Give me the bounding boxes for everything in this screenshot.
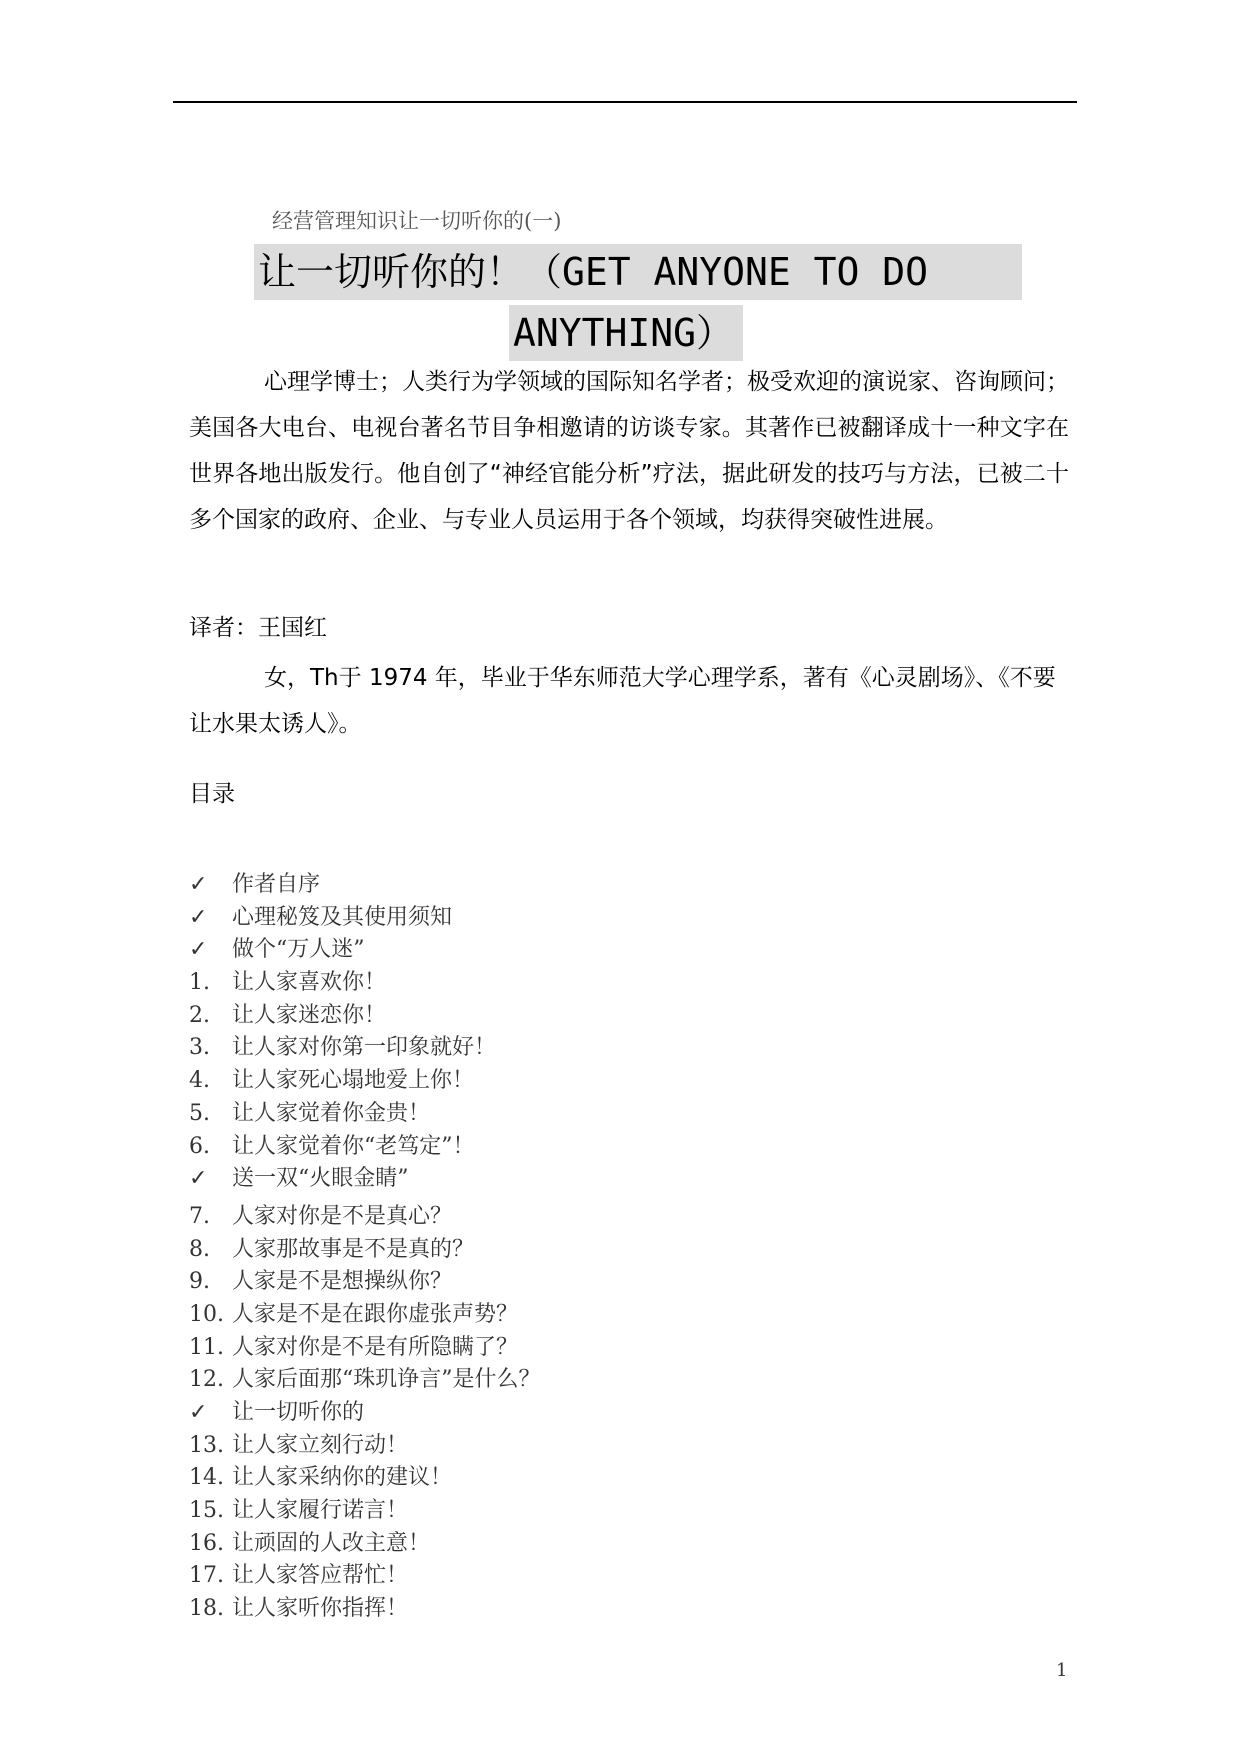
toc-item-number: 12. [189, 1367, 224, 1393]
toc-item-text: 让人家答应帮忙！ [232, 1563, 409, 1589]
toc-item [189, 1495, 541, 1528]
toc-heading: 目录 [189, 781, 235, 807]
check-icon: ✓ [189, 1166, 208, 1192]
toc-item-number: 2. [189, 1002, 210, 1028]
toc-item [189, 1201, 541, 1234]
title-line-2: ANYTHING） [509, 305, 743, 361]
toc-item-text: 心理秘笈及其使用须知 [232, 904, 453, 930]
toc-item-number: 7. [189, 1203, 210, 1229]
toc-item [189, 1163, 541, 1196]
toc-item-text: 人家对你是不是真心？ [232, 1203, 453, 1229]
toc-item-number: 6. [189, 1133, 210, 1159]
toc-item-text: 人家对你是不是有所隐瞒了？ [232, 1334, 519, 1360]
toc-item [189, 1332, 541, 1365]
check-icon: ✓ [189, 904, 208, 930]
toc-item [189, 1000, 541, 1033]
toc-item [189, 1593, 541, 1626]
toc-item [189, 1032, 541, 1065]
toc-item-text: 作者自序 [232, 872, 321, 897]
table-of-contents [189, 869, 541, 1626]
check-icon: ✓ [189, 872, 208, 897]
toc-item [189, 902, 541, 935]
toc-item-text: 让人家死心塌地爱上你！ [232, 1068, 475, 1094]
toc-item [189, 967, 541, 1000]
toc-item-text: 让人家立刻行动！ [232, 1432, 409, 1458]
translator-bio-paragraph: 女，Th于 1974 年，毕业于华东师范大学心理学系，著有《心灵剧场》、《不要让水果太诱人》。 [189, 665, 1056, 737]
toc-item [189, 1065, 541, 1098]
toc-item [189, 1098, 541, 1131]
toc-item [189, 1560, 541, 1593]
toc-item-number: 3. [189, 1035, 210, 1061]
toc-item-text: 让一切听你的 [232, 1400, 365, 1425]
toc-item-text: 做个“万人迷” [232, 937, 365, 963]
check-icon: ✓ [189, 1400, 208, 1425]
toc-item-text: 人家是不是在跟你虚张声势？ [232, 1301, 519, 1327]
toc-item [189, 1397, 541, 1430]
toc-item-number: 18. [189, 1596, 224, 1622]
toc-item [189, 869, 541, 902]
toc-item-text: 人家那故事是不是真的？ [232, 1236, 475, 1262]
toc-item-text: 让人家觉着你“老笃定”！ [232, 1133, 475, 1159]
toc-item-number: 1. [189, 970, 210, 996]
toc-item [189, 1430, 541, 1463]
toc-item [189, 934, 541, 967]
toc-item-number: 16. [189, 1530, 224, 1556]
toc-item-number: 14. [189, 1465, 224, 1491]
toc-item-text: 人家后面那“珠玑诤言”是什么？ [232, 1367, 541, 1393]
toc-item-number: 9. [189, 1269, 210, 1295]
toc-item [189, 1299, 541, 1332]
toc-item-text: 让人家履行诺言！ [232, 1498, 409, 1524]
toc-item [189, 1234, 541, 1267]
toc-item-number: 8. [189, 1236, 210, 1262]
header-rule [173, 101, 1077, 103]
page-number: 1 [1056, 1660, 1068, 1681]
toc-item-text: 让顽固的人改主意！ [232, 1530, 431, 1556]
toc-item-text: 让人家喜欢你！ [232, 970, 387, 996]
toc-item-text: 让人家采纳你的建议！ [232, 1465, 453, 1491]
check-icon: ✓ [189, 937, 208, 963]
toc-item-text: 让人家对你第一印象就好！ [232, 1035, 497, 1061]
toc-item-text: 让人家听你指挥！ [232, 1596, 409, 1622]
toc-item-number: 13. [189, 1432, 224, 1458]
author-intro-paragraph: 心理学博士；人类行为学领域的国际知名学者；极受欢迎的演说家、咨询顾问；美国各大电台、电视台著名节目争相邀请的访谈专家。其著作已被翻译成十一种文字在世界各地出版发行。他自创了“神经官能分析”疗法，据此研发的技巧与方法，已被二十多个国家的政府、企业、与专业人员运用于各个领域，均获得突破性进展。 [189, 369, 1069, 533]
toc-item [189, 1131, 541, 1164]
toc-item-number: 11. [189, 1334, 224, 1360]
toc-item-number: 15. [189, 1498, 224, 1524]
running-subtitle: 经营管理知识让一切听你的(一) [272, 209, 562, 233]
toc-item [189, 1266, 541, 1299]
toc-item-number: 10. [189, 1301, 224, 1327]
toc-item [189, 1528, 541, 1561]
toc-item [189, 1364, 541, 1397]
toc-item-text: 人家是不是想操纵你？ [232, 1269, 453, 1295]
toc-item-number: 5. [189, 1100, 210, 1126]
toc-item-number: 4. [189, 1068, 210, 1094]
translator-line: 译者：王国红 [189, 615, 327, 641]
toc-item-text: 让人家觉着你金贵！ [232, 1100, 431, 1126]
title-line-1: 让一切听你的！（GET ANYONE TO DO [254, 244, 1022, 300]
toc-item-number: 17. [189, 1563, 224, 1589]
toc-item [189, 1462, 541, 1495]
toc-item-text: 送一双“火眼金睛” [232, 1166, 409, 1192]
toc-item-text: 让人家迷恋你！ [232, 1002, 387, 1028]
